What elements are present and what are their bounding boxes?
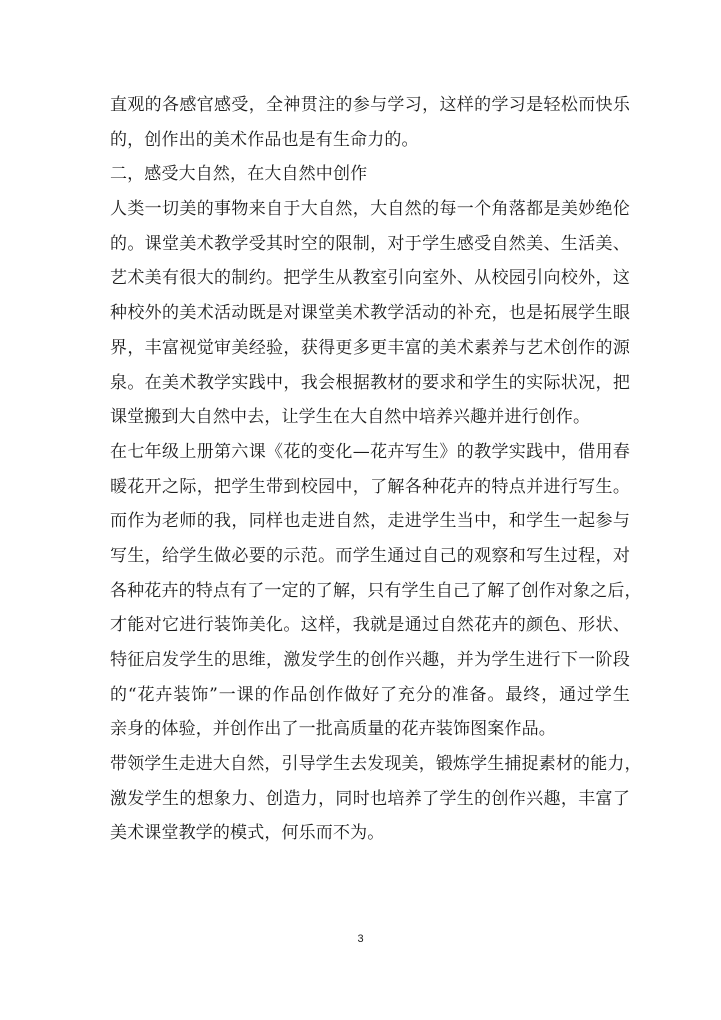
text-line: 课堂搬到大自然中去，让学生在大自然中培养兴趣并进行创作。 (110, 407, 591, 428)
text-line: 带领学生走进大自然，引导学生去发现美，锻炼学生捕捉素材的能力， (110, 754, 642, 775)
text-line: 泉。在美术教学实践中，我会根据教材的要求和学生的实际状况，把 (110, 372, 630, 393)
text-line: 激发学生的想象力、创造力，同时也培养了学生的创作兴趣，丰富了 (110, 788, 630, 809)
text-line: 美术课堂教学的模式，何乐而不为。 (110, 823, 385, 844)
section-heading: 二，感受大自然，在大自然中创作 (110, 164, 368, 185)
text-line: 的。课堂美术教学受其时空的限制，对于学生感受自然美、生活美、 (110, 233, 630, 254)
text-line: 写生，给学生做必要的示范。而学生通过自己的观察和写生过程，对 (110, 545, 630, 566)
text-line: 种校外的美术活动既是对课堂美术教学活动的补充，也是拓展学生眼 (110, 303, 630, 324)
text-line: 界，丰富视觉审美经验，获得更多更丰富的美术素养与艺术创作的源 (110, 337, 630, 358)
body-text (110, 88, 642, 851)
text-line: 各种花卉的特点有了一定的了解，只有学生自己了解了创作对象之后， (110, 580, 642, 601)
text-line: 在七年级上册第六课《花的变化—花卉写生》的教学实践中，借用春 (110, 441, 630, 462)
text-line: 的，创作出的美术作品也是有生命力的。 (110, 129, 419, 150)
text-line: 特征启发学生的思维，激发学生的创作兴趣，并为学生进行下一阶段 (110, 650, 630, 670)
page-number: 3 (357, 933, 364, 945)
text-line: 直观的各感官感受，全神贯注的参与学习，这样的学习是轻松而快乐 (110, 95, 630, 115)
text-line: 的“花卉装饰”一课的作品创作做好了充分的准备。最终，通过学生 (110, 684, 630, 705)
text-line: 暖花开之际，把学生带到校园中，了解各种花卉的特点并进行写生。 (110, 476, 630, 497)
text-line: 才能对它进行装饰美化。这样，我就是通过自然花卉的颜色、形状、 (110, 615, 630, 636)
text-line: 而作为老师的我，同样也走进自然，走进学生当中，和学生一起参与 (110, 511, 630, 532)
text-line: 人类一切美的事物来自于大自然，大自然的每一个角落都是美妙绝伦 (110, 199, 630, 220)
text-line: 亲身的体验，并创作出了一批高质量的花卉装饰图案作品。 (110, 719, 556, 740)
text-line: 艺术美有很大的制约。把学生从教室引向室外、从校园引向校外，这 (110, 268, 630, 289)
